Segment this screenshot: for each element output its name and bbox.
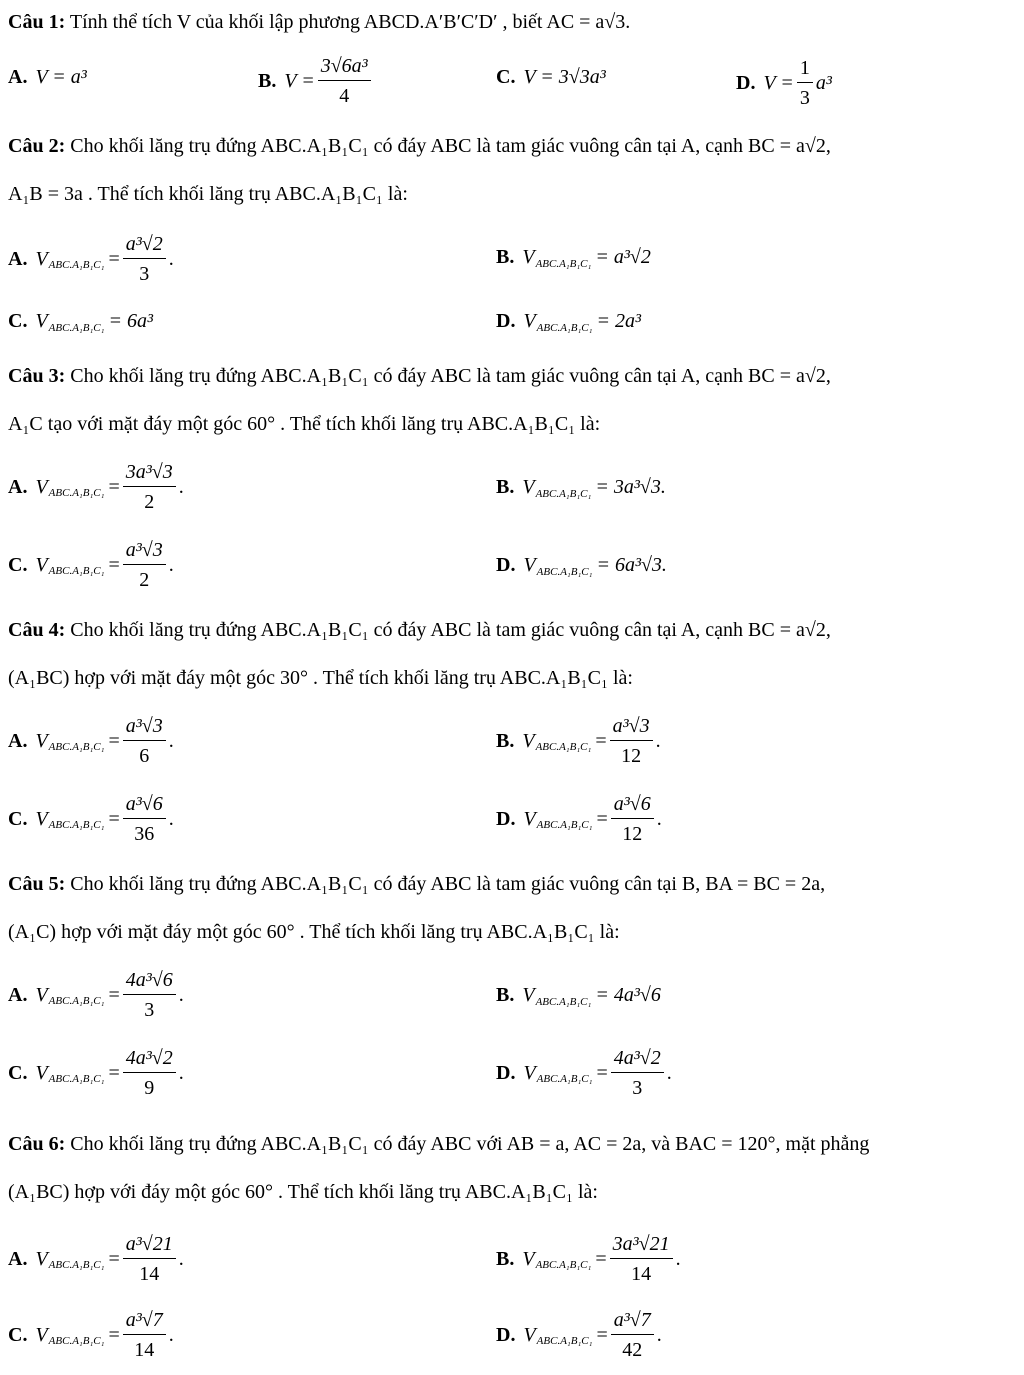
question-3-line-2: A₁C tạo với mặt đáy một góc 60° . Thể tích khối lăng trụ ABC.A₁B₁C₁ là: [8,413,601,435]
option-letter: D. [496,1323,516,1346]
option-lhs: V [522,246,535,268]
fraction-numerator: 4a³√6 [123,968,176,995]
option-letter: A. [8,66,28,88]
question-6-option-b[interactable]: B. V ABC.A₁B₁C₁ = $\frac{\text{3a³√21}}{14}$ . [496,1233,681,1285]
option-expression: = 2a³ [596,310,641,332]
fraction-numerator: a³√3 [123,538,166,565]
option-subscript: ABC.A₁B₁C₁ [48,819,105,831]
option-letter: A. [8,475,28,498]
option-expression: = 4a³√6 [595,984,661,1006]
fraction-denominator: 2 [139,569,150,591]
question-4-label: Câu 4: [8,619,66,641]
option-fraction [123,968,176,1022]
option-expression: = a³√2 [595,246,651,268]
question-2-option-b[interactable] [496,246,651,269]
option-lhs: V [35,1247,48,1270]
question-4-option-d[interactable]: D. V ABC.A₁B₁C₁ = $\frac{\text{a³√6}}{12}$ . [496,793,662,845]
option-subscript: ABC.A₁B₁C₁ [536,819,593,831]
option-letter: A. [8,247,28,270]
fraction-numerator: a³√21 [123,1232,176,1259]
option-letter: B. [496,729,515,752]
option-tail: . [656,1323,662,1346]
option-lhs: V [523,554,536,576]
fraction-denominator: 42 [622,1339,643,1361]
question-2-text [8,134,1010,158]
fraction-numerator: a³√6 [123,792,166,819]
option-subscript: ABC.A₁B₁C₁ [48,321,105,334]
option-letter: A. [8,1247,28,1270]
question-1-text [8,10,1010,34]
fraction-denominator: 3 [799,87,810,109]
fraction-denominator: 14 [134,1339,155,1361]
question-4-text [8,618,1010,642]
option-tail: . [666,1061,672,1084]
question-4-line-2: (A₁BC) hợp với mặt đáy một góc 30° . Thể tích khối lăng trụ ABC.A₁B₁C₁ là: [8,667,633,689]
question-4-option-b[interactable]: B. V ABC.A₁B₁C₁ = $\frac{\text{a³√3}}{12}$ . [496,715,661,767]
option-fraction [610,1232,673,1286]
option-subscript: ABC.A₁B₁C₁ [48,565,105,577]
option-subscript: ABC.A₁B₁C₁ [535,487,592,500]
option-subscript: ABC.A₁B₁C₁ [536,321,593,334]
option-subscript: ABC.A₁B₁C₁ [48,259,105,271]
question-4-line-1: Cho khối lăng trụ đứng ABC.A₁B₁C₁ có đáy ABC là tam giác vuông cân tại A, cạnh BC = a√2, [70,619,831,641]
option-expression: V = 3√3a³ [523,66,606,88]
question-1-option-d[interactable] [736,56,832,110]
fraction-denominator: 14 [139,1263,160,1285]
question-2-label: Câu 2: [8,135,66,157]
question-6-label: Câu 6: [8,1133,66,1155]
option-letter: B. [496,1247,515,1270]
option-fraction [611,792,654,846]
fraction-numerator: 4a³√2 [611,1046,664,1073]
option-tail: . [168,807,174,830]
fraction-denominator: 6 [139,745,150,767]
fraction-denominator: 3 [144,999,155,1021]
option-tail: . [168,1323,174,1346]
question-6-line-2: (A₁BC) hợp với đáy một góc 60° . Thể tích khối lăng trụ ABC.A₁B₁C₁ là: [8,1181,598,1203]
fraction-numerator: 3a³√3 [123,460,176,487]
option-letter: C. [8,1323,28,1346]
fraction-numerator: 3a³√21 [610,1232,673,1259]
option-fraction [611,1308,654,1362]
question-2-option-a[interactable]: A. V ABC.A₁B₁C₁ = $\frac{\text{a³√2}}{3}$ . [8,233,174,285]
option-letter: B. [496,984,515,1006]
question-3-text [8,364,1010,388]
option-subscript: ABC.A₁B₁C₁ [48,741,105,753]
option-lhs: V [35,1323,48,1346]
option-letter: C. [496,66,516,88]
option-lhs: V [35,475,48,498]
fraction-numerator: a³√6 [611,792,654,819]
option-subscript: ABC.A₁B₁C₁ [536,1073,593,1085]
option-subscript: ABC.A₁B₁C₁ [535,741,592,753]
option-subscript: ABC.A₁B₁C₁ [48,1259,105,1271]
option-lhs: V = [284,69,315,92]
option-lhs: V [523,807,536,830]
option-letter: B. [496,476,515,498]
option-tail: . [675,1247,681,1270]
question-5-line-2: (A₁C) hợp với mặt đáy một góc 60° . Thể tích khối lăng trụ ABC.A₁B₁C₁ là: [8,921,620,943]
option-subscript: ABC.A₁B₁C₁ [536,565,593,578]
option-subscript: ABC.A₁B₁C₁ [535,1259,592,1271]
option-letter: D. [496,554,516,576]
question-6-line-1: Cho khối lăng trụ đứng ABC.A₁B₁C₁ có đáy ABC với AB = a, AC = 2a, và BAC = 120°, mặt phẳng [70,1133,870,1155]
option-lhs: V [35,729,48,752]
question-3-option-c[interactable]: C. V ABC.A₁B₁C₁ = $\frac{\text{a³√3}}{2}$ . [8,539,174,591]
option-tail: . [178,475,184,498]
option-letter: A. [8,983,28,1006]
option-lhs: V [522,476,535,498]
fraction-numerator: 1 [797,56,813,83]
option-letter: B. [258,69,277,92]
option-tail: . [178,1061,184,1084]
option-subscript: ABC.A₁B₁C₁ [48,995,105,1007]
option-tail: . [655,729,661,752]
option-tail: . [178,1247,184,1270]
fraction-denominator: 4 [339,85,350,107]
option-tail: . [168,729,174,752]
option-subscript: ABC.A₁B₁C₁ [48,487,105,499]
option-tail: . [168,553,174,576]
question-2-option-c[interactable] [8,310,153,333]
fraction-numerator: a³√7 [123,1308,166,1335]
option-lhs: V [35,807,48,830]
option-letter: C. [8,1061,28,1084]
option-tail: . [178,983,184,1006]
question-5-text [8,872,1010,896]
fraction-numerator: a³√3 [610,714,653,741]
question-4-option-a[interactable]: A. V ABC.A₁B₁C₁ = $\frac{\text{a³√3}}{6}$ . [8,715,174,767]
option-fraction [123,1232,176,1286]
question-2-line-1: Cho khối lăng trụ đứng ABC.A₁B₁C₁ có đáy ABC là tam giác vuông cân tại A, cạnh BC = a√2, [70,135,831,157]
question-5-option-c[interactable]: C. V ABC.A₁B₁C₁ = $\frac{\text{4a³√2}}{9}$ . [8,1047,184,1099]
question-1-option-a[interactable] [8,66,87,89]
option-tail: . [656,807,662,830]
question-6-option-a[interactable]: A. V ABC.A₁B₁C₁ = $\frac{\text{a³√21}}{14}$ . [8,1233,184,1285]
option-subscript: ABC.A₁B₁C₁ [48,1073,105,1085]
option-fraction [123,792,166,846]
fraction-denominator: 3 [632,1077,643,1099]
option-lhs: V [523,310,536,332]
option-lhs: V [522,984,535,1006]
option-lhs: V [522,729,535,752]
option-fraction [123,460,176,514]
option-lhs: V [35,247,48,270]
option-fraction [610,714,653,768]
question-3-line-1: Cho khối lăng trụ đứng ABC.A₁B₁C₁ có đáy ABC là tam giác vuông cân tại A, cạnh BC = a√2, [70,365,831,387]
fraction-denominator: 36 [134,823,155,845]
option-fraction [123,1046,176,1100]
option-expression: = 3a³√3. [595,476,666,498]
option-fraction [797,56,813,110]
fraction-numerator: a³√7 [611,1308,654,1335]
question-1-option-b[interactable] [258,54,374,108]
option-fraction [318,54,371,108]
question-5-line-1: Cho khối lăng trụ đứng ABC.A₁B₁C₁ có đáy ABC là tam giác vuông cân tại B, BA = BC = 2a, [70,873,826,895]
question-3-option-a[interactable]: A. V ABC.A₁B₁C₁ = $\frac{\text{3a³√3}}{2}$ . [8,461,184,513]
option-lhs: V [35,1061,48,1084]
option-expression: = 6a³ [108,310,153,332]
question-5-label: Câu 5: [8,873,66,895]
option-letter: D. [736,71,756,94]
question-2-line-2: A₁B = 3a . Thể tích khối lăng trụ ABC.A₁B₁C₁ là: [8,183,408,205]
question-5-option-a[interactable]: A. V ABC.A₁B₁C₁ = $\frac{\text{4a³√6}}{3}$ . [8,969,184,1021]
option-subscript: ABC.A₁B₁C₁ [535,995,592,1008]
option-lhs: V [522,1247,535,1270]
option-letter: B. [496,246,515,268]
option-letter: D. [496,1061,516,1084]
option-subscript: ABC.A₁B₁C₁ [536,1335,593,1347]
fraction-numerator: a³√3 [123,714,166,741]
option-fraction [123,538,166,592]
question-5-option-b[interactable] [496,984,661,1007]
option-lhs: V = [763,71,794,94]
fraction-numerator: 3√6a³ [318,54,371,81]
option-fraction [611,1046,664,1100]
question-6-option-d[interactable]: D. V ABC.A₁B₁C₁ = $\frac{\text{a³√7}}{42}$ . [496,1309,662,1361]
question-5-option-d[interactable]: D. V ABC.A₁B₁C₁ = $\frac{\text{4a³√2}}{3}$ . [496,1047,672,1099]
option-subscript: ABC.A₁B₁C₁ [48,1335,105,1347]
option-lhs: V [523,1061,536,1084]
fraction-denominator: 12 [621,745,642,767]
question-3-label: Câu 3: [8,365,66,387]
option-lhs: V [35,553,48,576]
option-expression: = 6a³√3. [596,554,667,576]
option-letter: A. [8,729,28,752]
option-fraction [123,714,166,768]
fraction-denominator: 12 [622,823,643,845]
option-letter: C. [8,807,28,830]
fraction-denominator: 14 [631,1263,652,1285]
option-letter: C. [8,553,28,576]
question-4-option-c[interactable]: C. V ABC.A₁B₁C₁ = $\frac{\text{a³√6}}{36}$ . [8,793,174,845]
fraction-numerator: a³√2 [123,232,166,259]
option-lhs: V [35,983,48,1006]
option-tail: . [168,247,174,270]
option-fraction [123,232,166,286]
question-3-option-d[interactable] [496,554,667,577]
question-1-label: Câu 1: [8,11,66,33]
question-6-option-c[interactable]: C. V ABC.A₁B₁C₁ = $\frac{\text{a³√7}}{14}$ . [8,1309,174,1361]
fraction-denominator: 3 [139,263,150,285]
question-6-text [8,1132,1010,1156]
question-2-option-d[interactable] [496,310,641,333]
option-lhs: V [523,1323,536,1346]
question-3-option-b[interactable] [496,476,666,499]
option-subscript: ABC.A₁B₁C₁ [535,257,592,270]
fraction-denominator: 2 [144,491,155,513]
option-lhs: V [35,310,48,332]
option-expression: V = a³ [35,66,87,88]
fraction-denominator: 9 [144,1077,155,1099]
question-1-line-1: Tính thể tích V của khối lập phương ABCD.A′B′C′D′ , biết AC = a√3. [69,11,631,33]
option-letter: C. [8,310,28,332]
option-letter: D. [496,310,516,332]
option-fraction [123,1308,166,1362]
fraction-numerator: 4a³√2 [123,1046,176,1073]
option-tail: a³ [815,71,832,94]
option-letter: D. [496,807,516,830]
question-1-option-c[interactable] [496,66,606,89]
